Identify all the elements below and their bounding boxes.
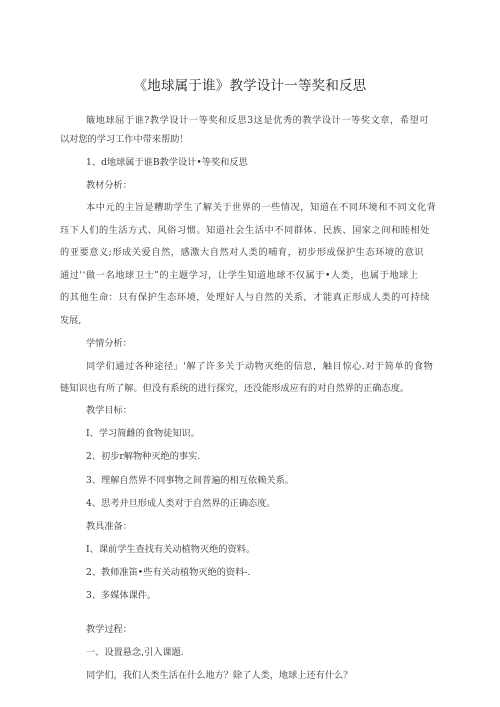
intro-line: 以对您的学习工作中带来帮助！ bbox=[60, 134, 189, 145]
material-line: 发展, bbox=[60, 315, 82, 326]
material-line: 通过'‘做一名地球卫士”的主题学习，让学生知道地球不仅属于•人类，也属于地球上 bbox=[60, 270, 419, 281]
prep-heading: 教具准备： bbox=[86, 521, 132, 532]
prep-item: 2、教师准笛•些有关动植物灭绝的资料-. bbox=[86, 567, 251, 578]
intro-line: 簸地球屈于谁?教学设计一等奖和反思3这是优秀的教学设计一等奖文章，希望可 bbox=[86, 115, 429, 126]
student-line: 同学们通过各种途径」'解了许多关于动物灭绝的信息，触目惊心.对于简单的食物 bbox=[86, 361, 434, 372]
goal-item: 4、思考并旦形成人类对于自然界的正确态度。 bbox=[86, 498, 276, 509]
process-line: 同学们，我们人类生活在什么地方？除了人类，地球上还有什么？ bbox=[86, 670, 353, 681]
process-heading: 教学过程： bbox=[86, 624, 132, 635]
material-line: 本中元的主旨是糟助学生了解关于世界的一些情况，知道在不同环境和不同文化背 bbox=[86, 202, 437, 213]
process-line: 一、设置悬念,引入课题. bbox=[86, 647, 184, 658]
student-line: 链知识也有所了解。但没有系统的进行探究，还没能形成应有的对自然界的正确态度。 bbox=[60, 383, 410, 394]
material-heading: 教材分析： bbox=[86, 180, 132, 191]
material-line: 的亚要意义;形成关爱自然，感激大自然对人类的哺育，初步形成保护生态环境的意识 bbox=[60, 247, 424, 258]
document-title: 《地球属于谁》教学设计一等奖和反思 bbox=[133, 78, 367, 94]
prep-item: 3、多媒体课件。 bbox=[86, 590, 157, 601]
goal-item: I、学习简雌的食物徒知识。 bbox=[86, 428, 200, 439]
goal-item: 3、理解自然界不同事物之间普遍的相互依赖关系。 bbox=[86, 475, 294, 486]
student-heading: 学情分析： bbox=[86, 338, 132, 349]
goals-heading: 教学目标： bbox=[86, 405, 132, 416]
material-line: 的其他生命：只有保护生态环境，处理好人与自然的关系，才能真正形成人类的可持续 bbox=[60, 292, 431, 303]
goal-item: 2、初步r解物种灭绝的事实. bbox=[86, 451, 201, 462]
material-line: 珏下人们的生活方式、风俗习惯。知道社会生活中不同群体、民族、国家之间和睦相处 bbox=[60, 225, 431, 236]
section-heading: 1、d地球属于谁B教学设计•等奖和反思 bbox=[86, 157, 248, 168]
prep-item: I、课前学生查找有关动植物灭绝的资料。 bbox=[86, 544, 256, 555]
